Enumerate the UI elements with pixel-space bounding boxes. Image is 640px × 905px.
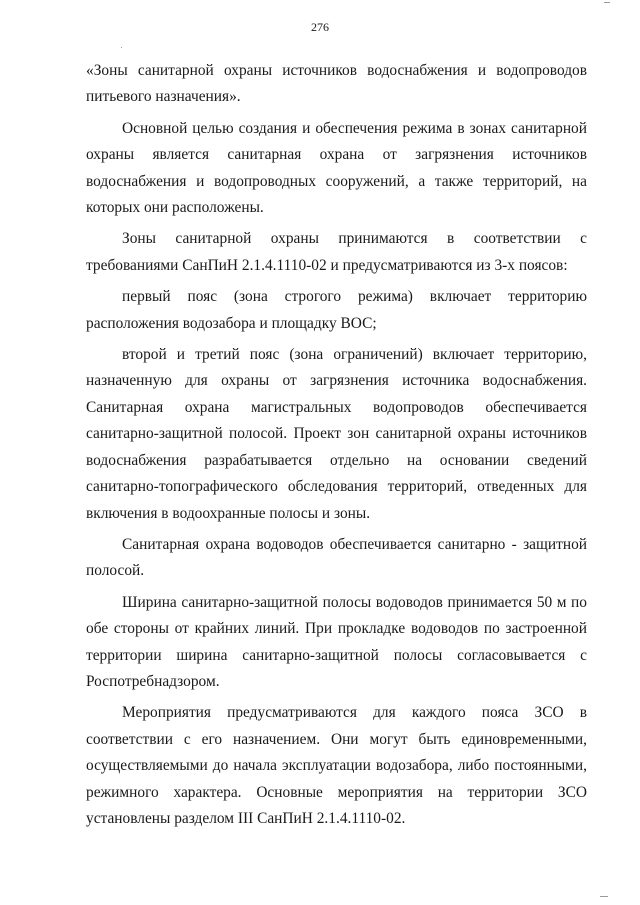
- paragraph: второй и третий пояс (зона ограничений) включает территорию, назначенную для охраны от загрязнения источника водоснабжения. Санитарная охрана магистральных водопроводов обеспечивается санитарно-защитной полосой. Проект зон санитарной охраны источников водоснабжения разрабатывается отдельно на основании сведений санитарно-топографического обследования территорий, отведенных для включения в водоохранные полосы и зоны.: [86, 346, 587, 522]
- paragraph: «Зоны санитарной охраны источников водоснабжения и водопроводов питьевого назначения».: [86, 62, 587, 106]
- paragraph: Мероприятия предусматриваются для каждого пояса ЗСО в соответствии с его назначением. Они могут быть единовременными, осуществляемыми до начала эксплуатации водозабора, либо постоянными, режимного характера. Основные мероприятия на территории ЗСО установлены разделом III СанПиН 2.1.4.1110-02.: [86, 704, 587, 827]
- paragraph: Зоны санитарной охраны принимаются в соответствии с требованиями СанПиН 2.1.4.1110-02 и предусматриваются из 3-х поясов:: [86, 230, 587, 274]
- page-number: 276: [311, 20, 329, 34]
- document-body: [86, 58, 587, 837]
- paragraph: Основной целью создания и обеспечения режима в зонах санитарной охраны является санитарная охрана от загрязнения источников водоснабжения и водопроводных сооружений, а также территорий, на которых они расположены.: [86, 119, 587, 217]
- scan-speck: [121, 47, 122, 48]
- scan-speck: [604, 2, 610, 3]
- paragraph: первый пояс (зона строгого режима) включает территорию расположения водозабора и площадку ВОС;: [86, 288, 587, 332]
- scan-speck: [600, 896, 608, 897]
- scan-corner-mark: [600, 893, 608, 899]
- paragraph: Санитарная охрана водоводов обеспечивается санитарно - защитной полосой.: [86, 535, 587, 580]
- paragraph: Ширина санитарно-защитной полосы водоводов принимается 50 м по обе стороны от крайних линий. При прокладке водоводов по застроенной территории ширина санитарно-защитной полосы согласовывается с Роспотребнадзором.: [86, 593, 587, 690]
